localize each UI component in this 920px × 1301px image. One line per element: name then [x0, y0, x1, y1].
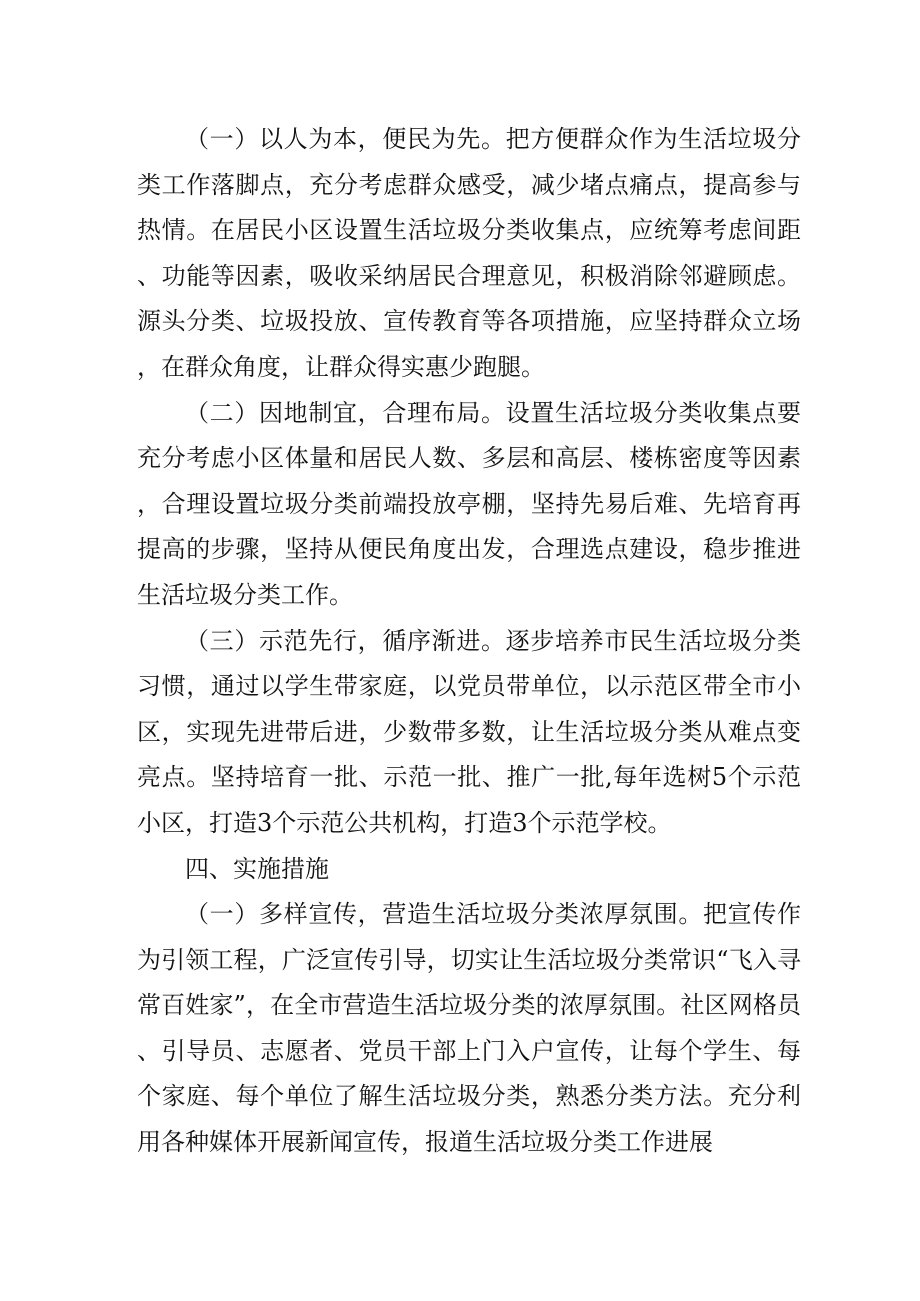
paragraph-local-conditions: （二）因地制宜，合理布局。设置生活垃圾分类收集点要充分考虑小区体量和居民人数、多层和高层、楼栋密度等因素，合理设置垃圾分类前端投放亭棚，坚持先易后难、先培育再提高的步骤，坚持从便民角度出发，合理选点建设，稳步推进生活垃圾分类工作。 — [137, 398, 801, 609]
paragraph-people-oriented: （一）以人为本，便民为先。把方便群众作为生活垃圾分类工作落脚点，充分考虑群众感受，减少堵点痛点，提高参与热情。在居民小区设置生活垃圾分类收集点，应统筹考虑间距、功能等因素，吸收采纳居民合理意见，积极消除邻避顾虑。源头分类、垃圾投放、宣传教育等各项措施，应坚持群众立场，在群众角度，让群众得实惠少跑腿。 — [137, 125, 801, 381]
section-heading-implementation: 四、实施措施 — [185, 854, 329, 883]
paragraph-demonstration-first: （三）示范先行，循序渐进。逐步培养市民生活垃圾分类习惯，通过以学生带家庭，以党员带单位，以示范区带全市小区，实现先进带后进，少数带多数，让生活垃圾分类从难点变亮点。坚持培育一批、示范一批、推广一批,每年选树5个示范小区，打造3个示范公共机构，打造3个示范学校。 — [137, 626, 801, 837]
paragraph-publicity: （一）多样宣传，营造生活垃圾分类浓厚氛围。把宣传作为引领工程，广泛宣传引导，切实让生活垃圾分类常识“飞入寻常百姓家”，在全市营造生活垃圾分类的浓厚氛围。社区网格员、引导员、志愿者、党员干部上门入户宣传，让每个学生、每个家庭、每个单位了解生活垃圾分类，熟悉分类方法。充分利用各种媒体开展新闻宣传，报道生活垃圾分类工作进展 — [137, 900, 801, 1157]
body-text — [137, 117, 801, 1166]
